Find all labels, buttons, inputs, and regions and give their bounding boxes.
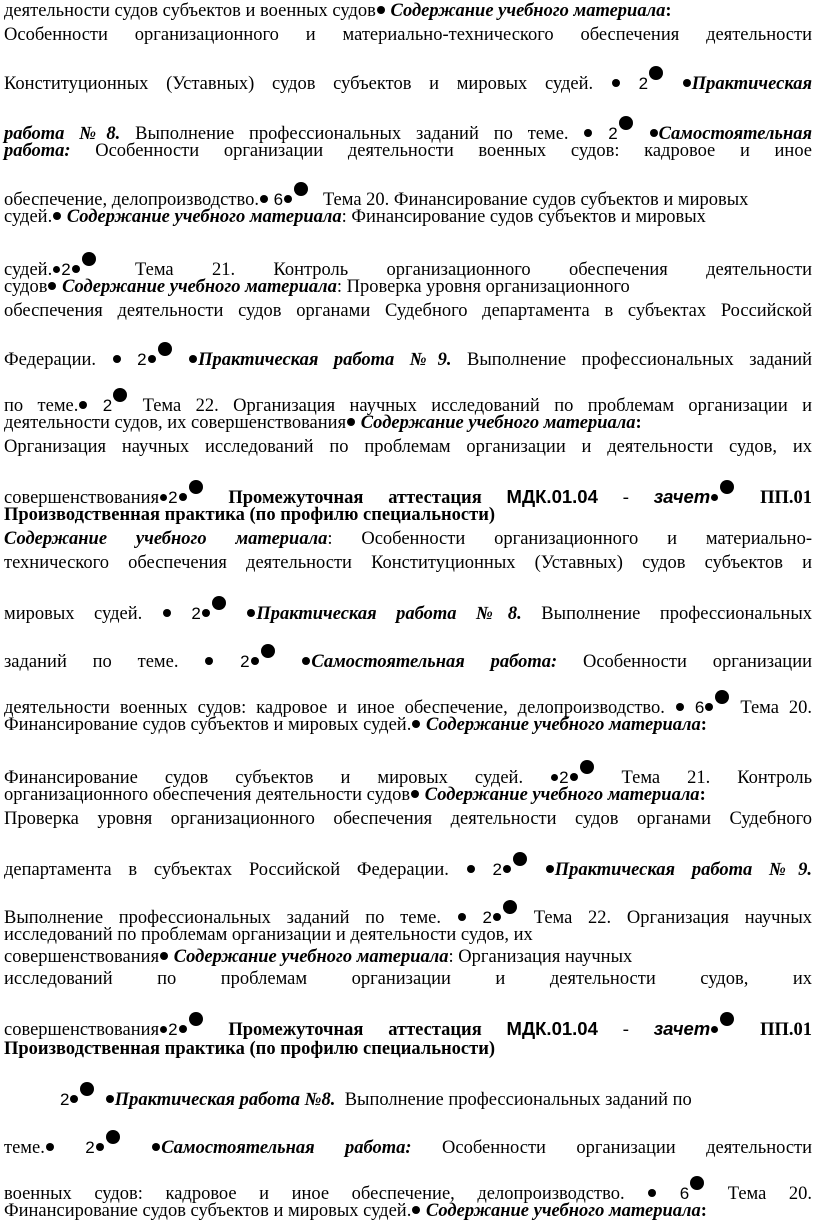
exam-label: зачет <box>653 1018 711 1039</box>
bullet-icon <box>650 129 658 137</box>
text-span: деятельности военных судов: кадровое и иное обеспечение, делопроизводство. <box>4 698 665 718</box>
bullet-icon <box>503 865 511 873</box>
hours-number: 2 <box>492 860 502 879</box>
bullet-icon <box>106 1095 114 1103</box>
text-span: Выполнение профессиональных заданий по теме. <box>4 908 441 928</box>
text-line <box>4 946 812 968</box>
bullet-icon <box>676 703 684 711</box>
bullet-icon <box>412 720 420 728</box>
hours-number: 6 <box>273 190 284 209</box>
bullet-icon <box>648 1189 656 1197</box>
italic-heading: Содержание учебного материала <box>4 529 328 549</box>
bullet-icon <box>179 493 187 501</box>
text-span: Финансирование судов субъектов и мировых судей. <box>4 768 524 788</box>
bullet-icon <box>189 480 203 494</box>
text-line <box>4 552 812 574</box>
bullet-icon <box>205 657 213 665</box>
text-span: Конституционных (Уставных) судов субъектов и мировых судей. <box>4 74 594 94</box>
text-line <box>4 412 812 434</box>
bullet-icon <box>683 79 691 87</box>
text-span: военных судов: кадровое и иное обеспечение, делопроизводство. <box>4 1184 625 1204</box>
bullet-icon <box>96 1143 104 1151</box>
bullet-icon <box>160 952 168 960</box>
text-span: Организация научных исследований по проблемам организации и деятельности судов, их <box>4 437 812 457</box>
text-line <box>4 436 812 458</box>
text-span: : <box>635 413 642 433</box>
topic-title: Тема 20. <box>740 698 813 718</box>
hours-number: 2 <box>638 74 649 93</box>
hours-number: 2 <box>240 652 250 671</box>
bullet-icon <box>690 1176 704 1190</box>
italic-heading: Содержание учебного материала <box>390 1 666 21</box>
text-span: технического обеспечения деятельности Конституционных (Уставных) судов субъектов и <box>4 553 812 573</box>
hours-number: 2 <box>482 908 492 927</box>
bullet-icon <box>261 644 275 658</box>
bullet-icon <box>158 342 172 356</box>
italic-heading: Содержание учебного материала <box>173 947 449 967</box>
text-line <box>4 342 812 371</box>
hours-number: 2 <box>559 768 569 787</box>
italic-heading: Практическая работа №8. <box>256 604 522 624</box>
text-span: обеспечения деятельности судов органами Судебного департамента в субъектах Российской <box>4 301 812 321</box>
text-span: деятельности судов субъектов и военных судов <box>4 1 376 21</box>
course-code: МДК.01.04 <box>506 1018 598 1039</box>
text-line <box>4 714 812 736</box>
text-span: судей. <box>4 207 53 227</box>
italic-heading: Содержание учебного материала <box>62 277 337 297</box>
text-span: департамента в субъектах Российской Федерации. <box>4 860 449 880</box>
text-span: Выполнение профессиональных заданий по <box>344 1090 692 1110</box>
hours-number: 6 <box>694 698 705 717</box>
bullet-icon <box>53 266 60 273</box>
bullet-icon <box>189 1012 203 1026</box>
text-line <box>60 1082 812 1111</box>
text-line <box>4 596 812 625</box>
italic-heading: Практическая работа №9. <box>198 350 452 370</box>
text-span: теме. <box>4 1138 45 1158</box>
italic-heading: Содержание учебного материала <box>66 207 342 227</box>
text-line <box>4 1200 812 1222</box>
text-line <box>4 276 812 298</box>
italic-heading: работа: <box>4 141 71 161</box>
bullet-icon <box>705 703 713 711</box>
hours-number: 2 <box>191 604 201 623</box>
text-span: Проверка уровня организационного обеспечения деятельности судов органами Судебного <box>4 809 812 829</box>
text-line <box>4 504 812 526</box>
text-line <box>4 0 812 22</box>
bullet-icon <box>79 401 87 409</box>
topic-title: Тема 22. Организация научных <box>533 908 813 928</box>
section-heading: Производственная практика (по профилю специальности) <box>4 505 496 525</box>
text-span: Особенности организации деятельности военных судов: кадровое и иное <box>95 141 813 161</box>
bullet-icon <box>148 355 156 363</box>
bullet-icon <box>48 282 56 290</box>
text-line <box>4 968 812 990</box>
text-span: Выполнение профессиональных заданий по теме. <box>135 124 569 144</box>
bullet-icon <box>72 265 80 273</box>
bullet-icon <box>715 690 729 704</box>
text-line <box>4 300 812 322</box>
text-span: по теме. <box>4 396 79 416</box>
text-span: организационного обеспечения деятельности судов <box>4 785 411 805</box>
text-line <box>4 140 812 162</box>
bullet-icon <box>202 609 210 617</box>
bullet-icon <box>711 494 718 501</box>
topic-title: Тема 22. Организация научных исследований по проблемам организации и <box>142 396 813 416</box>
topic-title: Тема 21. Контроль организационного обеспечения деятельности <box>135 260 813 280</box>
text-span: исследований по проблемам организации и деятельности судов, их <box>4 925 533 945</box>
bullet-icon <box>163 609 171 617</box>
bullet-icon <box>503 900 517 914</box>
topic-title: Тема 20. <box>727 1184 813 1204</box>
text-line <box>4 1130 812 1159</box>
bullet-icon <box>711 1026 718 1033</box>
bullet-icon <box>251 657 259 665</box>
text-line <box>4 1038 812 1060</box>
text-span: - <box>622 1020 629 1040</box>
text-line <box>4 528 812 550</box>
bullet-icon <box>580 760 594 774</box>
bullet-icon <box>551 774 558 781</box>
italic-heading: Практическая работа №8. <box>114 1090 336 1110</box>
text-span: совершенствования <box>4 947 160 967</box>
text-line <box>4 808 812 830</box>
italic-heading: Содержание учебного материала <box>425 715 701 735</box>
text-line <box>4 66 812 95</box>
hours-number: 2 <box>137 350 147 369</box>
section-heading: Производственная практика (по профилю специальности) <box>4 1039 496 1059</box>
hours-number: 2 <box>608 124 618 143</box>
hours-number: 6 <box>679 1184 690 1203</box>
bullet-icon <box>649 66 663 80</box>
bullet-icon <box>260 195 268 203</box>
text-span: Финансирование судов субъектов и мировых судей. <box>4 1201 412 1221</box>
italic-heading: Содержание учебного материала <box>424 785 700 805</box>
text-line <box>4 784 812 806</box>
bullet-icon <box>513 852 527 866</box>
text-span: обеспечение, делопроизводство. <box>4 190 259 210</box>
hours-number: 2 <box>102 396 113 415</box>
attestation-label: Промежуточная аттестация <box>228 488 482 508</box>
topic-title: Тема 20. Финансирование судов субъектов и мировых <box>322 190 749 210</box>
bullet-icon <box>294 182 308 196</box>
italic-heading: Содержание учебного материала <box>425 1201 701 1221</box>
bullet-icon <box>619 116 633 130</box>
topic-title: Тема 21. Контроль <box>621 768 813 788</box>
text-span: : <box>700 715 707 735</box>
bullet-icon <box>106 1130 120 1144</box>
text-span: Особенности организации <box>582 652 813 672</box>
text-span: исследований по проблемам организации и деятельности судов, их <box>4 969 812 989</box>
practice-code: ПП.01 <box>760 488 812 508</box>
bullet-icon <box>720 1012 734 1026</box>
bullet-icon <box>347 418 355 426</box>
text-span: : <box>700 1201 707 1221</box>
hours-number: 2 <box>85 1138 95 1157</box>
bullet-icon <box>113 388 127 402</box>
text-span: деятельности судов, их совершенствования <box>4 413 347 433</box>
hours-number: 2 <box>60 1090 70 1109</box>
text-span: Выполнение профессиональных заданий <box>467 350 813 370</box>
italic-heading: Самостоятельная работа: <box>311 652 558 672</box>
text-span: : Финансирование судов субъектов и мировых <box>341 207 706 227</box>
bullet-icon <box>113 355 121 363</box>
bullet-icon <box>82 252 96 266</box>
bullet-icon <box>458 913 466 921</box>
text-line <box>4 924 812 946</box>
bullet-icon <box>160 1026 167 1033</box>
bullet-icon <box>546 865 554 873</box>
italic-heading: Самостоятельная работа: <box>161 1138 412 1158</box>
bullet-icon <box>412 1206 420 1214</box>
bullet-icon <box>467 865 475 873</box>
text-span: Особенности организационного и материально-технического обеспечения деятельности <box>4 25 812 45</box>
text-span: совершенствования <box>4 488 160 508</box>
italic-heading: работа №8. <box>4 124 121 144</box>
text-line <box>4 852 812 881</box>
bullet-icon <box>212 596 226 610</box>
text-line <box>4 1012 812 1041</box>
text-span: : <box>665 1 672 21</box>
bullet-icon <box>720 480 734 494</box>
text-span: судов <box>4 277 48 297</box>
italic-heading: Содержание учебного материала <box>360 413 636 433</box>
hours-number: 2 <box>61 260 71 279</box>
bullet-icon <box>612 79 620 87</box>
text-span: Особенности организации деятельности <box>442 1138 813 1158</box>
practice-code: ПП.01 <box>760 1020 812 1040</box>
text-span: : <box>699 785 706 805</box>
hours-number: 2 <box>168 488 178 507</box>
text-span: Выполнение профессиональных <box>541 604 813 624</box>
bullet-icon <box>284 195 292 203</box>
bullet-icon <box>302 657 310 665</box>
text-span: Финансирование судов субъектов и мировых судей. <box>4 715 412 735</box>
text-span: мировых судей. <box>4 604 143 624</box>
bullet-icon <box>53 212 61 220</box>
text-line <box>4 24 812 46</box>
bullet-icon <box>411 790 419 798</box>
bullet-icon <box>493 913 501 921</box>
text-span: - <box>622 488 629 508</box>
bullet-icon <box>189 355 197 363</box>
bullet-icon <box>377 6 385 14</box>
text-span: судей. <box>4 260 53 280</box>
text-line <box>4 206 812 228</box>
bullet-icon <box>247 609 255 617</box>
text-span: совершенствования <box>4 1020 160 1040</box>
text-span: : Особенности организационного и материально- <box>327 529 812 549</box>
bullet-icon <box>80 1082 94 1096</box>
course-code: МДК.01.04 <box>506 486 598 507</box>
italic-heading: Практическая <box>691 74 813 94</box>
text-span: заданий по теме. <box>4 652 179 672</box>
bullet-icon <box>152 1143 160 1151</box>
text-span: Федерации. <box>4 350 96 370</box>
bullet-icon <box>584 129 592 137</box>
text-span: : Проверка уровня организационного <box>336 277 630 297</box>
exam-label: зачет <box>653 486 711 507</box>
hours-number: 2 <box>168 1020 178 1039</box>
italic-heading: Самостоятельная <box>658 124 813 144</box>
bullet-icon <box>179 1025 187 1033</box>
bullet-icon <box>70 1095 78 1103</box>
text-line <box>4 644 812 673</box>
attestation-label: Промежуточная аттестация <box>228 1020 482 1040</box>
bullet-icon <box>46 1143 54 1151</box>
italic-heading: Практическая работа №9. <box>554 860 812 880</box>
bullet-icon <box>570 773 578 781</box>
text-span: : Организация научных <box>448 947 633 967</box>
bullet-icon <box>160 494 167 501</box>
